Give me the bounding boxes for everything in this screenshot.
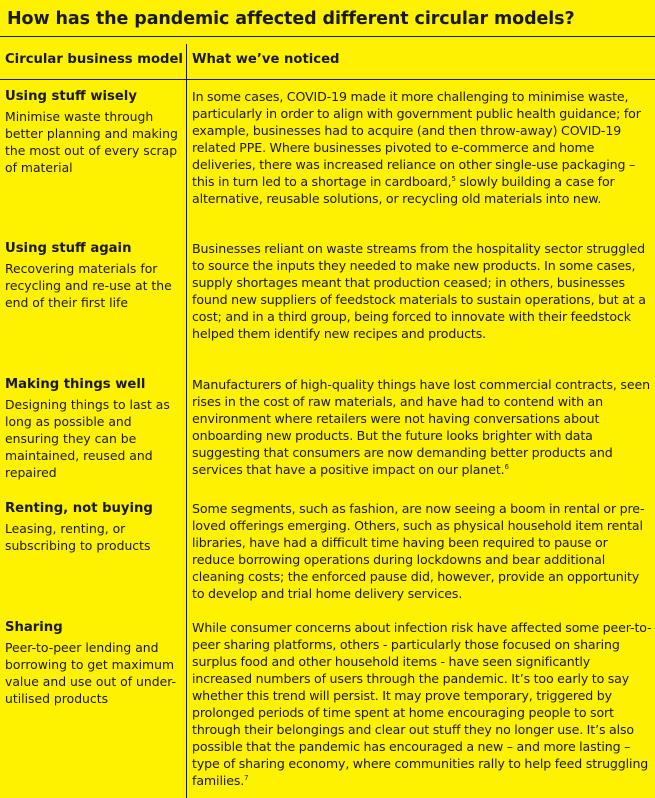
model-name: Making things well — [5, 377, 146, 392]
noticed-text: While consumer concerns about infection risk have affected some peer-to-peer sharing platforms, others - particularly those focused on sharing surplus food and other household items - have seen significantly increased numbers of users through the pandemic. It’s too early to say whether this trend will persist. It may prove temporary, triggered by prolonged periods of time spent at home encouraging people to sort through their belongings and clear out stuff they no longer use. It’s also possible that the pandemic has encouraged a new – and more lasting – type of sharing economy, where communities rally to help feed struggling families.$^7$ — [192, 620, 652, 788]
model-description: Leasing, renting, or subscribing to products — [5, 521, 151, 554]
model-name: Sharing — [5, 620, 63, 635]
model-name: Renting, not buying — [5, 501, 153, 516]
footnote-ref: 5 — [451, 175, 456, 183]
model-description: Recovering materials for recycling and re-use at the end of their first life — [5, 261, 172, 311]
title-rule — [0, 36, 655, 37]
footnote-ref: 6 — [504, 463, 509, 471]
model-name: Using stuff again — [5, 241, 132, 256]
header-noticed: What we’ve noticed — [192, 52, 340, 67]
noticed-text: Businesses reliant on waste streams from the hospitality sector struggled to source the inputs they needed to make new products. In some cases, supply shortages meant that production ceased; in others, businesses found new suppliers of feedstock materials to sustain operations, but at a cost; and in a third group, being forced to innovate with their feedstock helped them identify new recipes and products. — [192, 241, 646, 341]
page-title: How has the pandemic affected different circular models? — [7, 9, 575, 29]
noticed-text: In some cases, COVID-19 made it more challenging to minimise waste, particularly in order to align with government public health guidance; for example, businesses had to acquire (and then throw-away) COVID-19 related PPE. Where businesses pivoted to e-commerce and home deliveries, there was increased reliance on other single-use packaging – this in turn led to a shortage in cardboard,$^5$ slowly building a case for alternative, reusable solutions, or recycling old materials into new. — [192, 89, 641, 206]
noticed-text: Some segments, such as fashion, are now seeing a boom in rental or pre-loved offerings emerging. Others, such as physical household item rental libraries, have had a difficult time having been required to pause or reduce borrowing operations during lockdowns and bear additional cleaning costs; the enforced pause did, however, provide an opportunity to develop and trial home delivery services. — [192, 501, 645, 601]
footnote-ref: 7 — [244, 774, 249, 782]
table-header — [0, 52, 655, 68]
noticed-text: Manufacturers of high-quality things have lost commercial contracts, seen rises in the cost of raw materials, and have had to contend with an environment where retailers were not having conversations about onboarding new products. But the future looks brighter with data suggesting that consumers are now demanding better products and services that have a positive impact on our planet.$^6$ — [192, 377, 650, 477]
model-description: Minimise waste through better planning and making the most out of every scrap of material — [5, 109, 178, 176]
model-description: Peer-to-peer lending and borrowing to get maximum value and use out of under-utilised products — [5, 640, 176, 707]
header-rule — [0, 79, 655, 80]
header-model: Circular business model — [5, 52, 183, 67]
model-description: Designing things to last as long as possible and ensuring they can be maintained, reused and repaired — [5, 397, 170, 481]
column-divider — [186, 44, 187, 798]
model-name: Using stuff wisely — [5, 89, 137, 104]
